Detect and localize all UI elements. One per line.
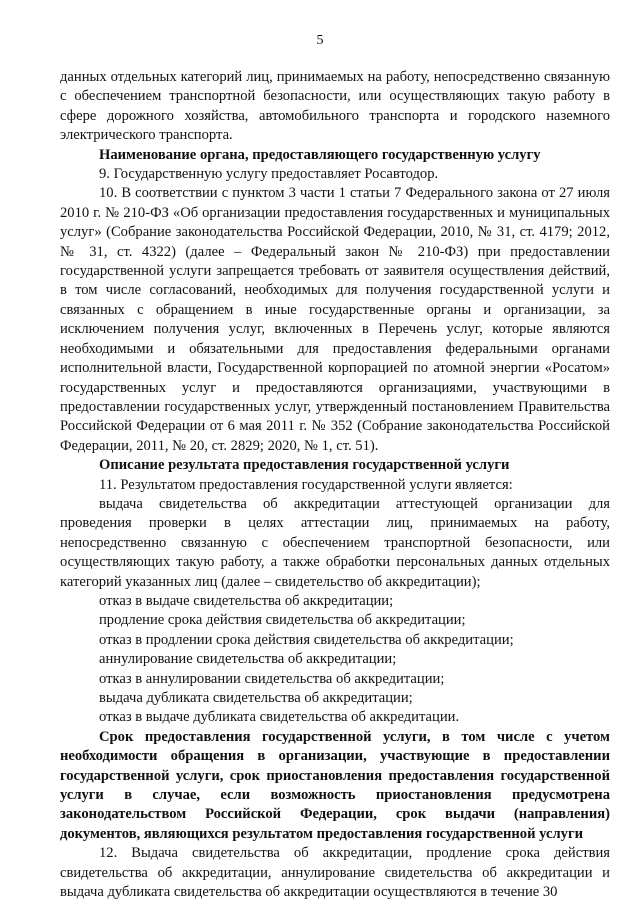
result-item: отказ в выдаче свидетельства об аккредитации; <box>99 592 394 609</box>
result-item: отказ в аннулировании свидетельства об аккредитации; <box>99 670 445 687</box>
paragraph-11: 11. Результатом предоставления государственной услуги является: <box>99 476 513 493</box>
document-body <box>60 68 610 902</box>
paragraph-9: 9. Государственную услугу предоставляет Росавтодор. <box>99 166 439 183</box>
result-item: аннулирование свидетельства об аккредитации; <box>99 651 397 668</box>
page-number: 5 <box>316 33 324 48</box>
result-item: отказ в продлении срока действия свидетельства об аккредитации; <box>99 631 514 648</box>
result-item: отказ в выдаче дубликата свидетельства об аккредитации. <box>99 709 460 726</box>
section-heading-term: Срок предоставления государственной услуги, в том числе с учетом необходимости обращения в организации, участвующие в предоставлении государственной услуги, срок приостановления предоставления государственной услуги в случае, если возможность приостановления предусмотрена законодательством Российской Федерации, срок выдачи (направления) документов, являющихся результатом предоставления государственной услуги <box>60 728 610 842</box>
result-item: выдача свидетельства об аккредитации аттестующей организации для проведения проверки в целях аттестации лиц, принимаемых на работу, непосредственно связанную с обеспечением транспортной безопасности, или осуществляющих такую работу, а также обработки персональных данных отдельных категорий указанных лиц (далее – свидетельство об аккредитации); <box>60 495 610 590</box>
result-item: продление срока действия свидетельства об аккредитации; <box>99 612 466 629</box>
result-item: выдача дубликата свидетельства об аккредитации; <box>99 690 413 706</box>
section-heading-authority: Наименование органа, предоставляющего государственную услугу <box>99 146 541 163</box>
paragraph-12: 12. Выдача свидетельства об аккредитации, продление срока действия свидетельства об аккредитации, аннулирование свидетельства об аккредитации и выдача дубликата свидетельства об аккредитации осуществляются в течение 30 <box>60 845 610 901</box>
paragraph-continuation: данных отдельных категорий лиц, принимаемых на работу, непосредственно связанную с обеспечением транспортной безопасности, или осуществляющих такую работу в сфере дорожного хозяйства, автомобильного транспорта и городского наземного электрического транспорта. <box>60 69 610 144</box>
section-heading-result: Описание результата предоставления государственной услуги <box>99 457 510 474</box>
paragraph-10: 10. В соответствии с пунктом 3 части 1 статьи 7 Федерального закона от 27 июля 2010 г. № 210-ФЗ «Об организации предоставления государственных и муниципальных услуг» (Собрание законодательства Российской Федерации, 2010, № 31, ст. 4179; 2012, № 31, ст. 4322) (далее – Федеральный закон № 210-ФЗ) при предоставлении государственной услуги запрещается требовать от заявителя осуществления действий, в том числе согласований, необходимых для получения государственной услуги и связанных с обращением в иные государственные органы и организации, за исключением получения услуг, включенных в Перечень услуг, которые являются необходимыми и обязательными для предоставления федеральными органами исполнительной власти, Государственной корпорацией по атомной энергии «Росатом» государственных услуг и предоставляются организациями, участвующими в предоставлении государственных услуг, утвержденный постановлением Правительства Российской Федерации от 6 мая 2011 г. № 352 (Собрание законодательства Российской Федерации, 2011, № 20, ст. 2829; 2020, № 1, ст. 51). <box>60 185 610 454</box>
